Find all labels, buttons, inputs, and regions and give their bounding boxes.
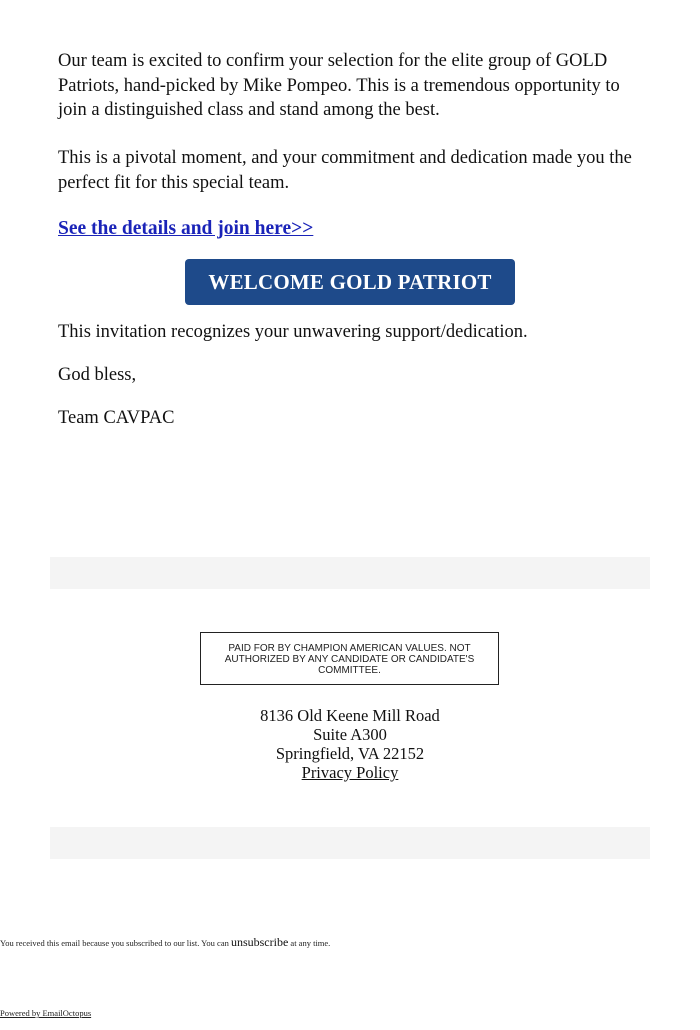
footer-divider-bottom [50,827,650,859]
cta-container [185,259,515,305]
intro-paragraph: Our team is excited to confirm your selection for the elite group of GOLD Patriots, hand-picked by Mike Pompeo. This is a tremendous opportunity to join a distinguished class and stand among the best. [58,51,620,120]
address-city: Springfield, VA 22152 [275,744,425,763]
address-street: 8136 Old Keene Mill Road [260,706,440,725]
commitment-paragraph: This is a pivotal moment, and your commitment and dedication made you the perfect fit for this special team. [58,148,632,193]
subscription-note-after: at any time. [290,938,331,948]
powered-by-emailoctopus-link[interactable]: Powered by EmailOctopus [0,1008,92,1018]
recognition-paragraph: This invitation recognizes your unwavering support/dedication. [58,322,528,342]
footer-divider-top [50,557,650,589]
sign-off: God bless, [58,365,137,385]
paid-for-disclaimer: PAID FOR BY CHAMPION AMERICAN VALUES. NOT AUTHORIZED BY ANY CANDIDATE OR CANDIDATE'S COMMITTEE. [200,632,499,685]
privacy-policy-wrap [0,763,700,782]
address-suite: Suite A300 [313,725,387,744]
join-details-link[interactable]: See the details and join here>> [58,218,314,239]
signature: Team CAVPAC [58,408,175,428]
subscription-note-before: You received this email because you subscribed to our list. You can [0,938,229,948]
subscription-note [0,935,330,950]
privacy-policy-link[interactable]: Privacy Policy [301,763,399,782]
unsubscribe-link[interactable]: unsubscribe [230,935,289,949]
welcome-gold-patriot-button[interactable]: WELCOME GOLD PATRIOT [185,259,515,305]
